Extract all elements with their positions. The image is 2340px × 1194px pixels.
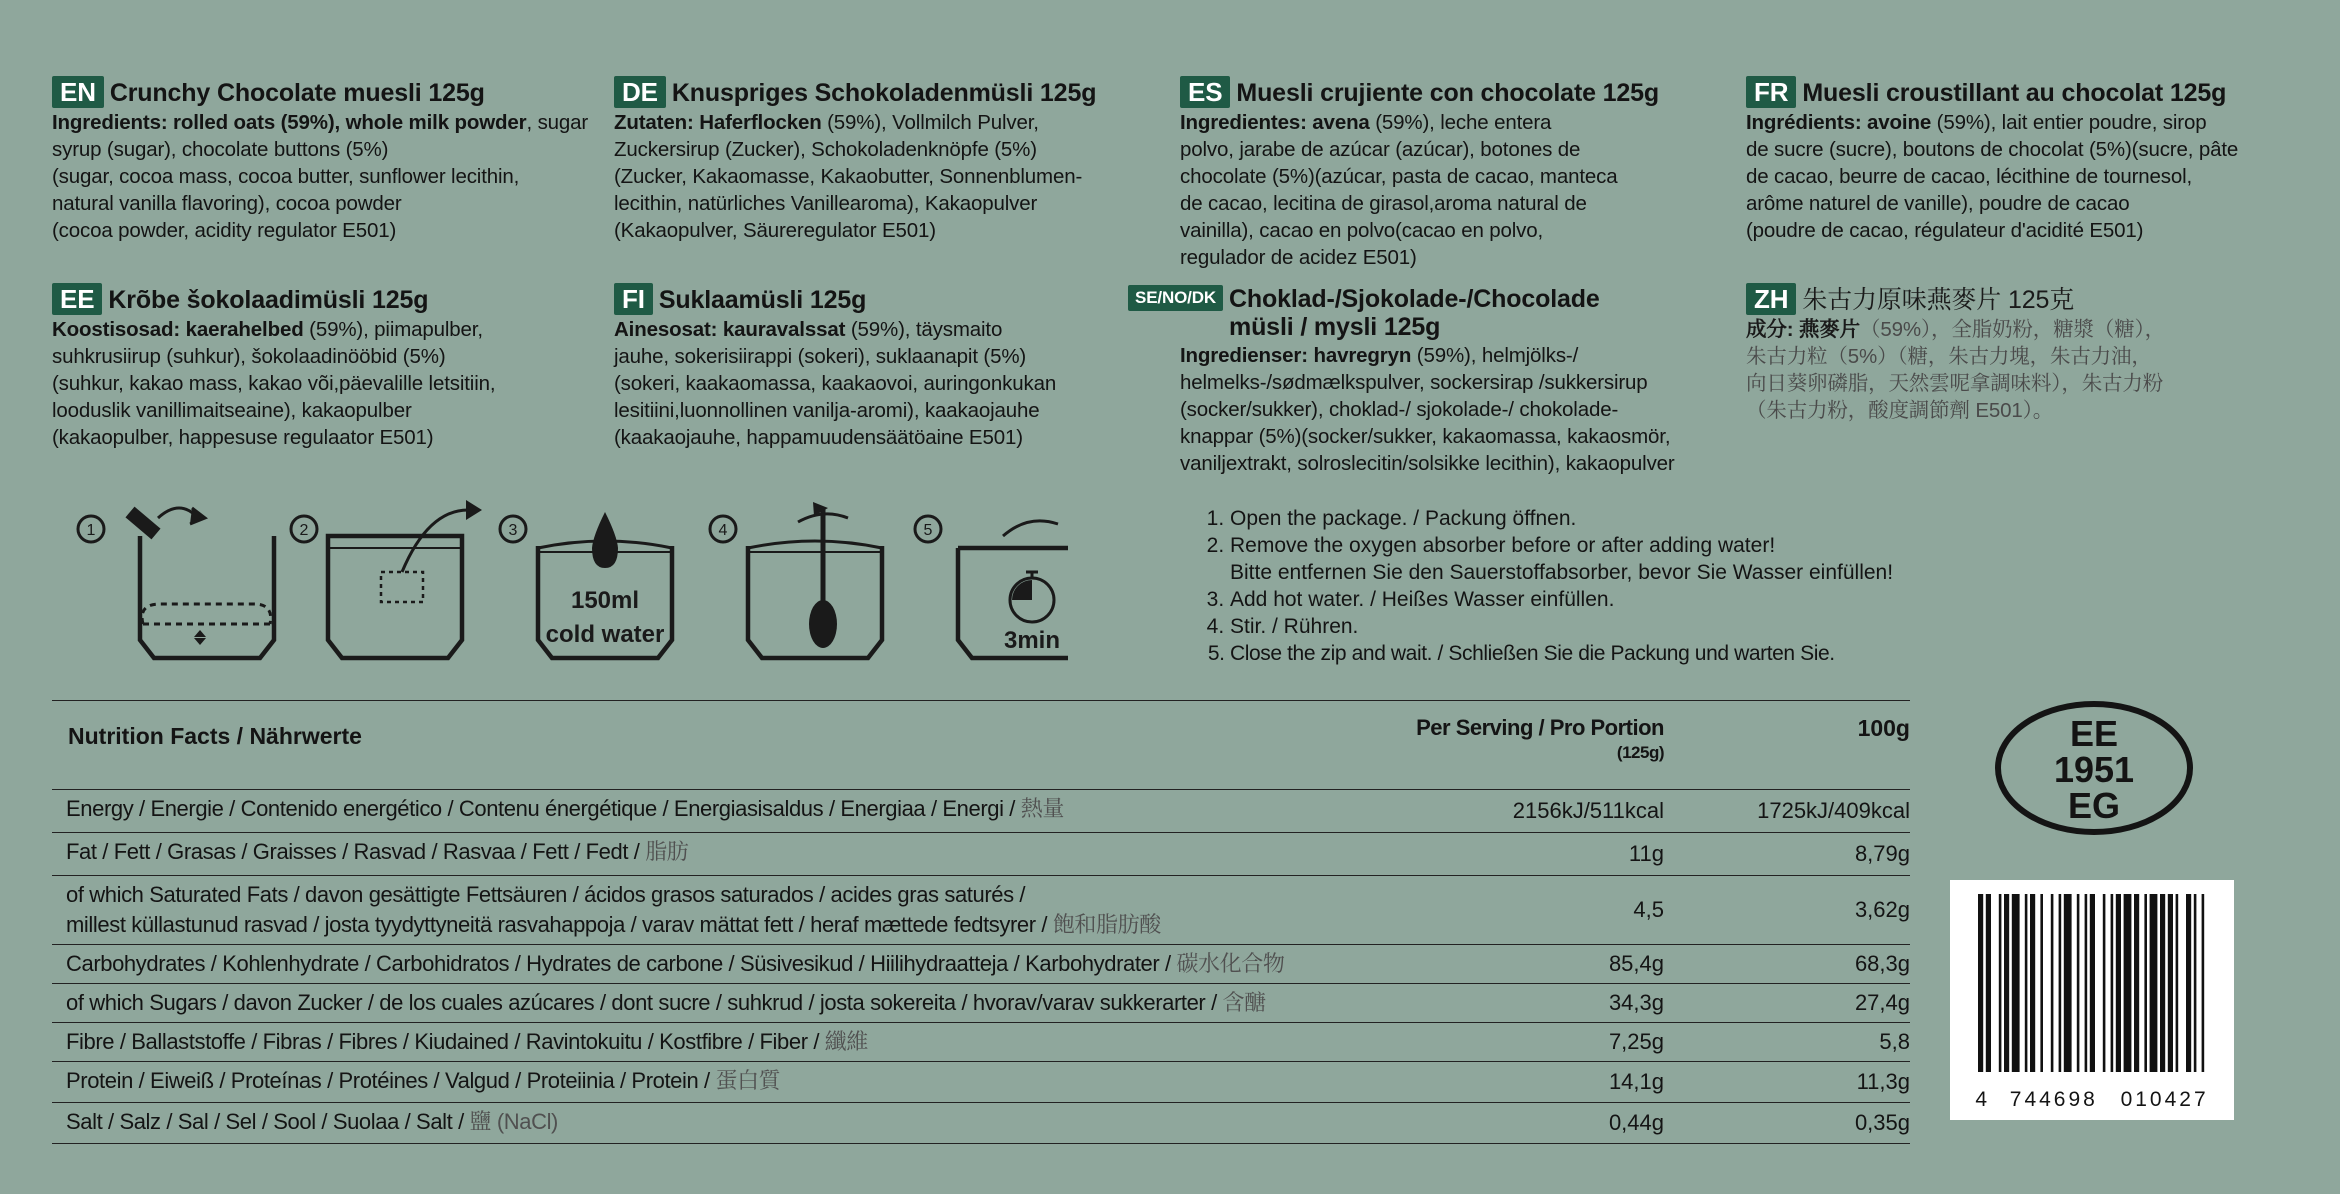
nutrient-name-zh: 飽和脂肪酸: [1052, 912, 1161, 937]
health-mark-country: EE: [2069, 713, 2119, 754]
per-100g-value: 1725kJ/409kcal: [1757, 798, 1910, 823]
barcode-digit: 010427: [2120, 1088, 2209, 1111]
per-100g-value: 0,35g: [1854, 1110, 1910, 1135]
barcode: [1950, 880, 2234, 1120]
per-100g-value: 5,8: [1879, 1029, 1910, 1054]
lang-tag: EE: [52, 283, 102, 315]
nutrient-name: Energy / Energie / Contenido energético / Contenu énergétique / Energiasisaldus / Energiaa / Energi / 熱量: [66, 796, 1064, 821]
health-mark: [1994, 700, 2194, 836]
block-se-no-dk: [1128, 283, 1748, 477]
nutrient-name-zh: 脂肪: [645, 839, 689, 864]
ingredients-lead: Ainesosat: kauravalssat: [614, 318, 846, 341]
lang-tag: DE: [614, 76, 666, 108]
ingredients-lead: Zutaten: Haferflocken: [614, 111, 822, 134]
block-fi: [614, 283, 1174, 451]
nutrient-name-zh: 含醣: [1222, 990, 1266, 1015]
ingredients-text: (59%), täysmaito jauhe, sokerisiirappi (sokeri), suklaanapit (5%) (sokeri, kaakaomassa, kaakaovoi, auringonkukan lesitiini,luonnollinen vanilja-aromi), kaakaojauhe (kaakaojauhe, happamuudensäätöaine E501): [614, 318, 1057, 449]
instruction-item: 2. Remove the oxygen absorber before or after adding water! Bitte entfernen Sie den Sauerstoffabsorber, bevor Sie Wasser einfüllen!: [1230, 532, 1893, 586]
nutrient-name: Carbohydrates / Kohlenhydrate / Carbohidratos / Hydrates de carbone / Süsivesikud / Hiilihydraatteja / Karbohydrater / 碳水化合物: [66, 951, 1285, 976]
block-title: Suklaamüsli 125g: [658, 286, 867, 314]
nutrient-name-zh: 碳水化合物: [1176, 951, 1285, 976]
ingredients-text: (59%), piimapulber, suhkrusiirup (suhkur), šokolaadinööbid (5%) (suhkur, kakao mass, kakao või,päevalille letsitiin, looduslik vanillimaitseaine), kakaopulber (kakaopulber, happesuse regulaator E501): [52, 318, 496, 449]
barcode-bars: [1950, 880, 2234, 1085]
step-number: 4: [718, 522, 728, 539]
per-100g-value: 27,4g: [1854, 990, 1910, 1015]
per-serving-value: 2156kJ/511kcal: [1512, 798, 1664, 823]
nutrition-table: [52, 700, 1910, 1144]
block-title: Choklad-/Sjokolade-/Chocolade müsli / mysli 125g: [1228, 285, 1600, 341]
block-es: [1180, 76, 1740, 271]
nutrition-row: [52, 1103, 1910, 1144]
per-serving-value: 0,44g: [1608, 1110, 1664, 1135]
nutrient-name: of which Saturated Fats / davon gesättigte Fettsäuren / ácidos grasos saturados / acides gras saturés / millest küllastunud rasvad / josta tyydyttyneitä rasvahappoja / varav mättat fett / heraf mættede fedtsyrer / 飽和脂肪酸: [66, 882, 1161, 937]
lang-tag: FI: [614, 283, 653, 315]
block-en: [52, 76, 612, 244]
block-de: [614, 76, 1174, 244]
nutrient-name-zh: 蛋白質: [715, 1068, 781, 1093]
instruction-sub: Bitte entfernen Sie den Sauerstoffabsorber, bevor Sie Wasser einfüllen!: [1230, 561, 1894, 584]
per-serving-value: 14,1g: [1608, 1069, 1664, 1094]
wait-time: 3min: [1003, 627, 1061, 654]
nutrition-row: [52, 876, 1910, 945]
per-100g-value: 11,3g: [1856, 1069, 1910, 1094]
nutrient-name: Fat / Fett / Grasas / Graisses / Rasvad / Rasvaa / Fett / Fedt / 脂肪: [66, 839, 689, 864]
serving-size: (125g): [1616, 743, 1664, 762]
ingredients-lead: Ingrédients: avoine: [1746, 111, 1932, 134]
instruction-item: 4. Stir. / Rühren.: [1230, 613, 1893, 640]
health-mark-eu: EG: [2067, 785, 2121, 826]
block-zh: [1746, 283, 2326, 424]
lang-tag: ES: [1180, 76, 1230, 108]
nutrition-row: [52, 945, 1910, 984]
block-title: 朱古力原味燕麥片 125克: [1802, 286, 2075, 314]
health-mark-number: 1951: [2053, 749, 2135, 790]
lang-tag: FR: [1746, 76, 1796, 108]
ingredients-text: , sugar syrup (sugar), chocolate buttons (5%) (sugar, cocoa mass, cocoa butter, sunflower lecithin, natural vanilla flavoring), cocoa powder (cocoa powder, acidity regulator E501): [52, 111, 589, 242]
per-serving-value: 85,4g: [1608, 951, 1664, 976]
lang-tag: ZH: [1746, 283, 1796, 315]
nutrition-row: [52, 984, 1910, 1023]
nutrition-row: [52, 1062, 1910, 1103]
ingredients-lead: Ingredients: rolled oats (59%), whole milk powder: [52, 111, 527, 134]
barcode-digit: 744698: [2009, 1088, 2098, 1111]
nutrient-name: Fibre / Ballaststoffe / Fibras / Fibres / Kiudained / Ravintokuitu / Kostfibre / Fiber / 纖維: [66, 1029, 868, 1054]
ingredients-lead: Koostisosad: kaerahelbed: [52, 318, 304, 341]
per-serving-value: 11g: [1628, 841, 1664, 866]
per-serving-value: 7,25g: [1608, 1029, 1664, 1054]
steps-illustration: [68, 500, 1068, 680]
per-100g-header: 100g: [1857, 715, 1910, 741]
block-title: Muesli croustillant au chocolat 125g: [1802, 79, 2227, 107]
lang-tag: SE/NO/DK: [1128, 285, 1223, 311]
per-serving-value: 4,5: [1633, 897, 1664, 922]
barcode-digit: 4: [1975, 1088, 1988, 1111]
block-title: Crunchy Chocolate muesli 125g: [109, 79, 485, 107]
block-title: Muesli crujiente con chocolate 125g: [1236, 79, 1660, 107]
water-label: cold water: [545, 621, 665, 648]
water-amount: 150ml: [570, 587, 640, 614]
ingredients-lead: 成分: 燕麥片: [1746, 318, 1860, 341]
nutrient-name-zh: 纖維: [824, 1029, 868, 1054]
ingredients-text: (59%), lait entier poudre, sirop de sucre (sucre), boutons de chocolat (5%)(sucre, pâte de cacao, beurre de cacao, lécithine de tournesol, arôme naturel de vanille), poudre de cacao (poudre de cacao, régulateur d'acidité E501): [1746, 111, 2239, 242]
nutrient-name-zh: 鹽 (NaCl): [469, 1109, 558, 1134]
nutrition-title: Nutrition Facts / Nährwerte: [68, 723, 362, 749]
nutrient-name: Protein / Eiweiß / Proteínas / Protéines / Valgud / Proteiinia / Protein / 蛋白質: [66, 1068, 781, 1093]
block-ee: [52, 283, 612, 451]
per-100g-value: 3,62g: [1854, 897, 1910, 922]
instruction-item: 1. Open the package. / Packung öffnen.: [1230, 505, 1893, 532]
ingredients-lead: Ingredientes: avena: [1180, 111, 1370, 134]
block-fr: [1746, 76, 2326, 244]
instructions: [1200, 505, 1893, 667]
step-number: 3: [508, 522, 518, 539]
nutrient-name: Salt / Salz / Sal / Sel / Sool / Suolaa / Salt / 鹽 (NaCl): [66, 1109, 558, 1134]
per-serving-value: 34,3g: [1608, 990, 1664, 1015]
per-serving-header: Per Serving / Pro Portion (125g): [1416, 715, 1664, 762]
nutrition-row: [52, 833, 1910, 876]
nutrient-name: of which Sugars / davon Zucker / de los cuales azúcares / dont sucre / suhkrud / josta sokereita / hvorav/varav sukkerarter / 含醣: [66, 990, 1266, 1015]
preparation-steps: [68, 500, 1068, 685]
step-number: 5: [923, 522, 933, 539]
ingredients-text: (59%), helmjölks-/ helmelks-/sødmælkspulver, sockersirap /sukkersirup (socker/sukker), choklad-/ sjokolade-/ chokolade- knappar (5%)(socker/sukker, kakaomassa, kakaosmör, vaniljextrakt, solroslecitin/solsikke lecithin), kakaopulver: [1180, 344, 1675, 475]
instruction-item: 5. Close the zip and wait. / Schließen Sie die Packung und warten Sie.: [1230, 640, 1893, 667]
per-100g-value: 8,79g: [1854, 841, 1910, 866]
block-title: Krõbe šokolaadimüsli 125g: [108, 286, 429, 314]
nutrient-name-zh: 熱量: [1020, 796, 1064, 821]
ingredients-text: （59%），全脂奶粉，糖漿（糖）， 朱古力粒（5%）（糖，朱古力塊，朱古力油， 向日葵卵磷脂，天然雲呢拿調味料），朱古力粉 （朱古力粉，酸度調節劑 E501）。: [1746, 318, 2165, 422]
lang-tag: EN: [52, 76, 104, 108]
nutrition-row: [52, 790, 1910, 833]
nutrition-row: [52, 1023, 1910, 1062]
per-100g-value: 68,3g: [1854, 951, 1910, 976]
block-title: Knuspriges Schokoladenmüsli 125g: [671, 79, 1097, 107]
ingredients-text: (59%), leche entera polvo, jarabe de azúcar (azúcar), botones de chocolate (5%)(azúcar, pasta de cacao, manteca de cacao, lecitina de girasol,aroma natural de vainilla), cacao en polvo(cacao en polvo, regulador de acidez E501): [1180, 111, 1618, 269]
instruction-item: 3. Add hot water. / Heißes Wasser einfüllen.: [1230, 586, 1893, 613]
ingredients-text: (59%), Vollmilch Pulver, Zuckersirup (Zucker), Schokoladenknöpfe (5%) (Zucker, Kakaomasse, Kakaobutter, Sonnenblumen- lecithin, natürliches Vanillearoma), Kakaopulver (Kakaopulver, Säureregulator E501): [614, 111, 1083, 242]
nutrition-header: [52, 701, 1910, 790]
step-number: 2: [299, 522, 309, 539]
ingredients-lead: Ingredienser: havregryn: [1180, 344, 1412, 367]
step-number: 1: [86, 522, 96, 539]
